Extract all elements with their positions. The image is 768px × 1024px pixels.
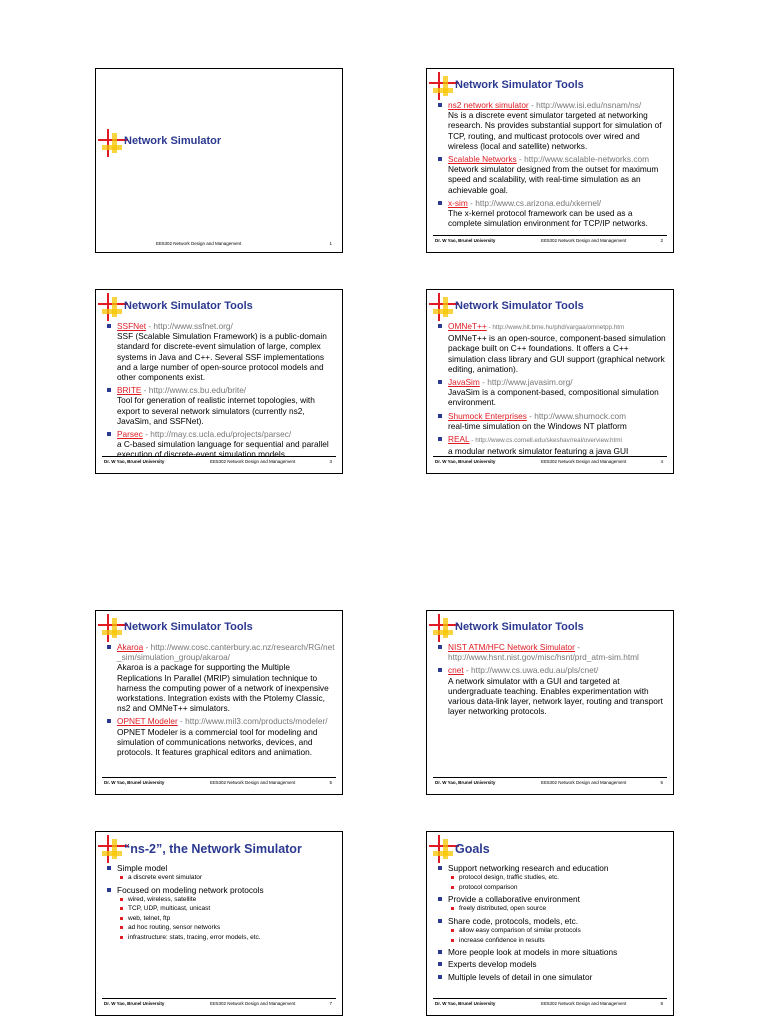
tool-description: Ns is a discrete event simulator targeted at networking research. Ns provides substantial support for simulation of TCP, routing, and multicast protocols over wired and wireless (local and satellite) networks. — [448, 110, 662, 151]
tool-description: Tool for generation of realistic internet topologies, with export to several network simulators (currently ns2, JavaSim, and SSFNet). — [117, 395, 315, 426]
list-item — [437, 642, 667, 662]
tool-description: SSF (Scalable Simulation Framework) is a public-domain standard for discrete-event simulation of large, complex systems in Java and C++. Several SSF implementations and a large number of open-source protocol models and other components exist. — [117, 331, 327, 383]
tool-description: JavaSim is a component-based, compositional simulation environment. — [448, 387, 659, 408]
slide-number: 7 — [329, 1001, 332, 1006]
slide-title: Goals — [455, 842, 490, 856]
slide-content — [437, 642, 667, 719]
tool-description: a C-based simulation language for sequential and parallel execution of discrete-event simulation models — [117, 439, 329, 460]
list-item — [106, 321, 336, 382]
list-item — [437, 434, 667, 456]
slide-content — [437, 863, 667, 985]
footer-course: EE5302 Network Design and Management — [210, 780, 296, 785]
tool-description: real-time simulation on the Windows NT platform — [448, 420, 627, 431]
footer-course: EE5302 Network Design and Management — [541, 238, 627, 243]
footer-course: EE5302 Network Design and Management — [210, 1001, 296, 1006]
footer-course: EE5302 Network Design and Management — [210, 459, 296, 464]
sub-item: freely distributed, open source — [437, 904, 667, 914]
tool-url: - http://www.scalable-networks.com — [516, 154, 650, 165]
tool-link[interactable]: Parsec — [117, 429, 143, 440]
tool-description: A network simulator with a GUI and targeted at undergraduate teaching. Enables experimentation with various data-link layer, network layer, routing and transport layer networking protocols. — [448, 675, 663, 717]
slide-title: “ns-2”, the Network Simulator — [124, 842, 302, 856]
slide-title: Network Simulator Tools — [455, 79, 584, 91]
slide-footer — [102, 456, 336, 467]
tool-description: Network simulator designed from the outset for maximum speed and scalability, with real-time simulation as an achievable goal. — [448, 164, 659, 195]
slide-content — [106, 321, 336, 463]
list-item: More people look at models in more situations — [437, 947, 667, 957]
tool-url: - http://www.isi.edu/nsnam/ns/ — [528, 100, 642, 110]
list-item: Experts develop models — [437, 959, 667, 969]
footer-course: EE5302 Network Design and Management — [541, 459, 627, 464]
footer-author: Dr. W Yao, Brunel University — [435, 780, 496, 785]
tool-description: Akaroa is a package for supporting the Multiple Replications In Parallel (MRIP) simulation technique to harness the computing power of a network of inexpensive workstations. Integration exists with the Ptolemy Classic, ns2 and OMNeT++ simulators. — [117, 662, 329, 714]
list-item — [106, 642, 336, 713]
slide-title: Network Simulator Tools — [124, 621, 253, 633]
tool-url: - http://www.hit.bme.hu/phd/vargaa/omnetpp.htm — [486, 324, 625, 331]
tool-link[interactable]: cnet — [448, 665, 464, 676]
slide-footer — [102, 777, 336, 788]
tool-url: - http://www.hsnt.nist.gov/misc/hsnt/prd_atm-sim.html — [448, 642, 639, 663]
slide-title: Network Simulator Tools — [455, 300, 584, 312]
slide-title: Network Simulator Tools — [124, 300, 253, 312]
slide-footer — [433, 235, 667, 246]
slide-number: 5 — [329, 780, 332, 785]
slide-number: 3 — [329, 459, 332, 464]
sub-item: allow easy comparison of similar protocols — [437, 926, 667, 936]
list-item — [106, 385, 336, 426]
tool-url: - http://www.cosc.canterbury.ac.nz/research/RG/net_sim/simulation_group/akaroa/ — [117, 642, 335, 663]
tool-url: - http://www.javasim.org/ — [479, 377, 573, 388]
slide-footer — [102, 998, 336, 1009]
sub-item: TCP, UDP, multicast, unicast — [106, 904, 336, 914]
slide-8 — [426, 831, 674, 1016]
tool-description: OPNET Modeler is a commercial tool for modeling and simulation of communications networks, devices, and protocols. It features graphical editors and animation. — [117, 726, 318, 758]
tool-link[interactable]: JavaSim — [448, 377, 480, 388]
tool-link[interactable]: OPNET Modeler — [117, 716, 178, 727]
footer-course: EE5302 Network Design and Management — [541, 780, 627, 785]
sub-item: protocol comparison — [437, 883, 667, 893]
list-item: Focused on modeling network protocols — [106, 885, 336, 895]
tool-url: - http://www.ssfnet.org/ — [146, 321, 233, 331]
list-item — [437, 100, 667, 151]
list-item: Multiple levels of detail in one simulator — [437, 972, 667, 982]
list-item — [106, 716, 336, 757]
footer-course: EE5302 Network Design and Management — [541, 1001, 627, 1006]
footer-author: Dr. W Yao, Brunel University — [104, 459, 165, 464]
slide-content — [106, 642, 336, 760]
tool-link[interactable]: BRITE — [117, 385, 142, 396]
tool-link[interactable]: REAL — [448, 434, 470, 445]
slide-footer — [433, 456, 667, 467]
list-item: Simple model — [106, 863, 336, 873]
list-item — [437, 377, 667, 408]
slide-title: Network Simulator Tools — [455, 621, 584, 633]
tool-link[interactable]: Akaroa — [117, 642, 144, 652]
tool-link[interactable]: ns2 network simulator — [448, 100, 529, 110]
tool-url: - http://www.shumock.com — [526, 410, 626, 421]
sub-item: a discrete event simulator — [106, 873, 336, 883]
sub-item: infrastructure: stats, tracing, error models, etc. — [106, 933, 336, 943]
tool-link[interactable]: Scalable Networks — [448, 154, 517, 165]
slide-content — [437, 321, 667, 459]
tool-url: - http://www.cs.uwa.edu.au/pls/cnet/ — [463, 665, 599, 676]
tool-description: The x-kernel protocol framework can be used as a complete simulation environment for TCP/IP networks. — [448, 208, 648, 229]
tool-link[interactable]: NIST ATM/HFC Network Simulator — [448, 642, 575, 652]
slide-number: 6 — [660, 780, 663, 785]
sub-item: web, telnet, ftp — [106, 914, 336, 924]
slide-number: 8 — [660, 1001, 663, 1006]
tool-url: - http://www.mil3.com/products/modeler/ — [177, 716, 328, 727]
list-item: Share code, protocols, models, etc. — [437, 916, 667, 926]
slide-1 — [95, 68, 343, 253]
tool-url: - http://www.cs.cornell.edu/skeshav/real/overview.html — [469, 437, 622, 445]
tool-description: OMNeT++ is an open-source, component-based simulation package built on C++ foundations. It offers a C++ simulation class library and GUI support (graphical network editing, animation). — [448, 333, 666, 374]
list-item — [437, 321, 667, 374]
tool-url: - http://www.cs.arizona.edu/xkernel/ — [467, 197, 602, 208]
footer-author: Dr. W Yao, Brunel University — [104, 780, 165, 785]
list-item: Support networking research and education — [437, 863, 667, 873]
tool-description: a modular network simulator featuring a java GUI — [448, 446, 629, 457]
sub-item: wired, wireless, satellite — [106, 895, 336, 905]
sub-item: increase confidence in results — [437, 936, 667, 946]
tool-link[interactable]: x-sim — [448, 197, 468, 208]
slide-2 — [426, 68, 674, 253]
tool-url: - http://www.cs.bu.edu/brite/ — [141, 385, 247, 396]
sub-item: protocol design, traffic studies, etc. — [437, 873, 667, 883]
slide-footer — [433, 777, 667, 788]
slide-number: 1 — [329, 241, 332, 246]
tool-link[interactable]: SSFNet — [117, 321, 147, 331]
footer-author: Dr. W Yao, Brunel University — [435, 238, 496, 243]
tool-link[interactable]: Shumock Enterprises — [448, 410, 527, 421]
list-item — [437, 154, 667, 195]
slide-content — [437, 100, 667, 231]
tool-url: - http://may.cs.ucla.edu/projects/parsec/ — [142, 429, 292, 440]
footer-author: Dr. W Yao, Brunel University — [435, 1001, 496, 1006]
tool-link[interactable]: OMNeT++ — [448, 321, 487, 331]
slide-7 — [95, 831, 343, 1016]
slide-5 — [95, 610, 343, 795]
list-item — [437, 665, 667, 716]
slide-4 — [426, 289, 674, 474]
slide-title: Network Simulator — [124, 135, 222, 147]
footer-author: Dr. W Yao, Brunel University — [435, 459, 496, 464]
list-item — [437, 198, 667, 229]
footer-course: EE5302 Network Design and Management — [156, 241, 242, 246]
slide-3 — [95, 289, 343, 474]
footer-author: Dr. W Yao, Brunel University — [104, 1001, 165, 1006]
slide-content — [106, 863, 336, 942]
slide-number: 2 — [660, 238, 663, 243]
slide-number: 4 — [660, 459, 663, 464]
slide-footer — [433, 998, 667, 1009]
slide-6 — [426, 610, 674, 795]
list-item: Provide a collaborative environment — [437, 894, 667, 904]
sub-item: ad hoc routing, sensor networks — [106, 923, 336, 933]
list-item — [437, 411, 667, 431]
